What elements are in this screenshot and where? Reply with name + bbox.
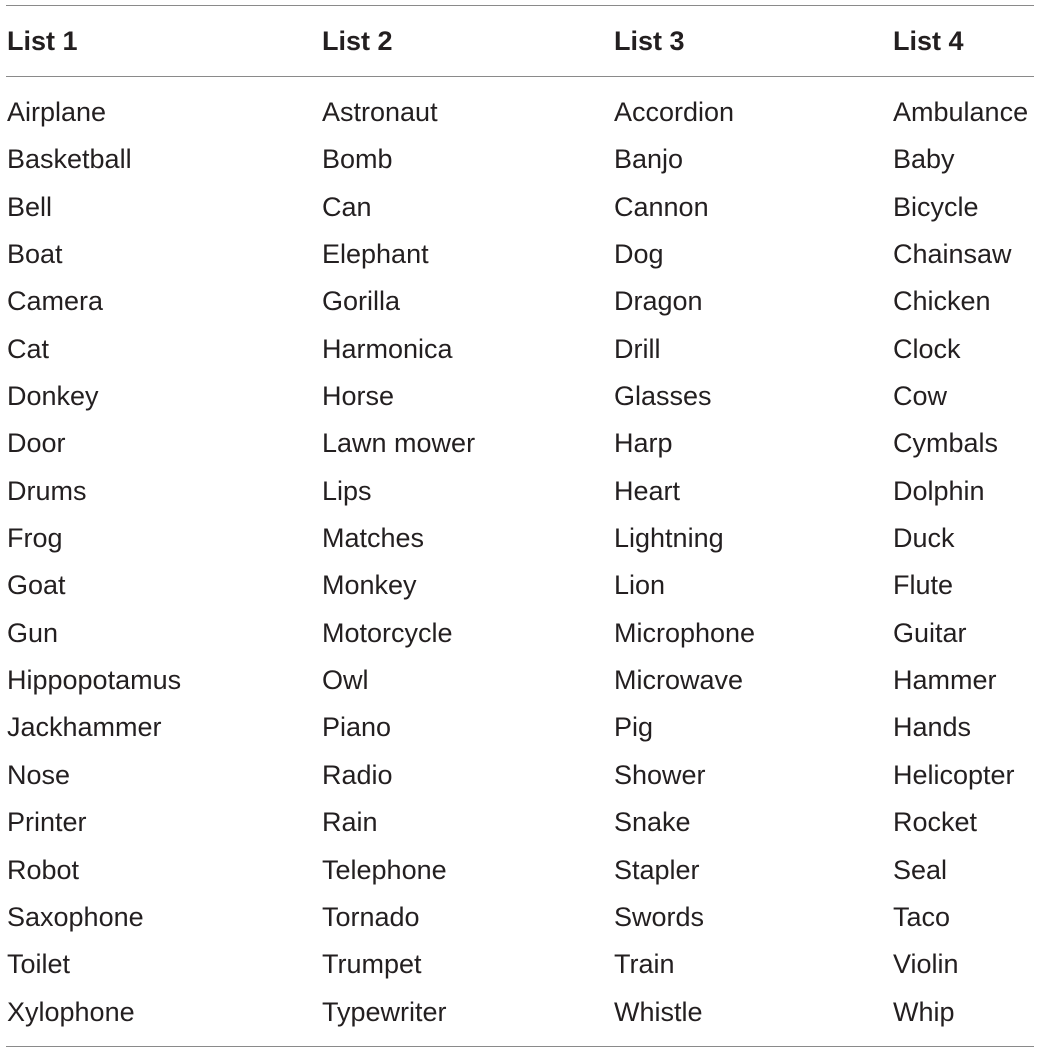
table-cell: Whip (893, 996, 955, 1027)
table-cell: Shower (614, 759, 706, 790)
table-cell: Microwave (614, 665, 744, 696)
table-cell: Rocket (893, 807, 978, 838)
table-cell: Can (322, 191, 372, 222)
table-cell: Trumpet (322, 949, 422, 980)
header-rule (6, 76, 1034, 77)
table-cell: Train (614, 949, 675, 980)
table-cell: Gun (7, 617, 59, 648)
table-cell: Accordion (614, 97, 735, 127)
table-cell: Radio (322, 759, 393, 790)
table-cell: Harmonica (322, 333, 453, 364)
table-cell: Tornado (322, 901, 420, 932)
table-cell: Lawn mower (322, 428, 476, 459)
table-cell: Astronaut (322, 97, 438, 127)
table-cell: Camera (7, 286, 104, 317)
table-cell: Xylophone (7, 996, 135, 1027)
table-cell: Helicopter (893, 759, 1015, 790)
table-cell: Bicycle (893, 191, 979, 222)
table-cell: Guitar (893, 617, 967, 648)
table-cell: Robot (7, 854, 80, 885)
table-cell: Chainsaw (893, 239, 1012, 270)
table-cell: Lips (322, 475, 372, 506)
table-cell: Bomb (322, 144, 393, 175)
table-cell: Heart (614, 475, 681, 506)
table-cell: Basketball (7, 144, 132, 175)
table-cell: Cow (893, 381, 948, 412)
table-cell: Lion (614, 570, 666, 601)
table-cell: Dolphin (893, 475, 985, 506)
table-cell: Toilet (7, 949, 71, 980)
table-cell: Jackhammer (7, 712, 162, 743)
table-cell: Flute (893, 570, 954, 601)
table-cell: Hippopotamus (7, 665, 182, 696)
table-cell: Telephone (322, 854, 447, 885)
table-cell: Clock (893, 333, 961, 364)
table-cell: Gorilla (322, 286, 401, 317)
table-cell: Saxophone (7, 901, 144, 932)
column-header: List 3 (614, 26, 685, 56)
table-cell: Cymbals (893, 428, 999, 459)
table-cell: Nose (7, 759, 71, 790)
table-cell: Frog (7, 523, 63, 554)
column-header: List 4 (893, 26, 964, 56)
bottom-rule (6, 1046, 1034, 1047)
column-header: List 2 (322, 26, 393, 56)
table-cell: Dragon (614, 286, 703, 317)
table-cell: Harp (614, 428, 673, 459)
table-cell: Chicken (893, 286, 991, 317)
table-cell: Pig (614, 712, 654, 743)
table-cell: Monkey (322, 570, 417, 601)
table-cell: Goat (7, 570, 66, 601)
column-cells (322, 94, 475, 1041)
table-cell: Door (7, 428, 66, 459)
table-cell: Motorcycle (322, 617, 453, 648)
table-cell: Microphone (614, 617, 756, 648)
table-cell: Hands (893, 712, 972, 743)
column-cells (7, 94, 181, 1041)
table-cell: Typewriter (322, 996, 447, 1027)
table-cell: Donkey (7, 381, 99, 412)
table-cell: Banjo (614, 144, 684, 175)
table-cell: Lightning (614, 523, 724, 554)
table-cell: Stapler (614, 854, 700, 885)
table-cell: Boat (7, 239, 63, 270)
table-cell: Owl (322, 665, 369, 696)
table-cell: Printer (7, 807, 87, 838)
table-cell: Glasses (614, 381, 712, 412)
table-cell: Taco (893, 901, 951, 932)
table-cell: Dog (614, 239, 664, 270)
table-cell: Horse (322, 381, 395, 412)
table-cell: Airplane (7, 97, 107, 127)
table-cell: Violin (893, 949, 959, 980)
table-cell: Drums (7, 475, 87, 506)
table-cell: Rain (322, 807, 378, 838)
table-cell: Hammer (893, 665, 997, 696)
table-cell: Bell (7, 191, 53, 222)
table-cell: Cannon (614, 191, 709, 222)
table-cell: Elephant (322, 239, 429, 270)
table-cell: Baby (893, 144, 955, 175)
table-cell: Snake (614, 807, 691, 838)
column-cells (614, 94, 755, 1041)
column-header: List 1 (7, 26, 78, 56)
table-cell: Matches (322, 523, 425, 554)
table-cell: Duck (893, 523, 955, 554)
table-cell: Swords (614, 901, 705, 932)
top-rule (6, 5, 1034, 6)
table-cell: Seal (893, 854, 948, 885)
table-cell: Whistle (614, 996, 703, 1027)
table-cell: Piano (322, 712, 392, 743)
table-cell: Cat (7, 333, 50, 364)
column-cells (893, 94, 1028, 1041)
table-cell: Ambulance (893, 97, 1029, 127)
table-cell: Drill (614, 333, 661, 364)
